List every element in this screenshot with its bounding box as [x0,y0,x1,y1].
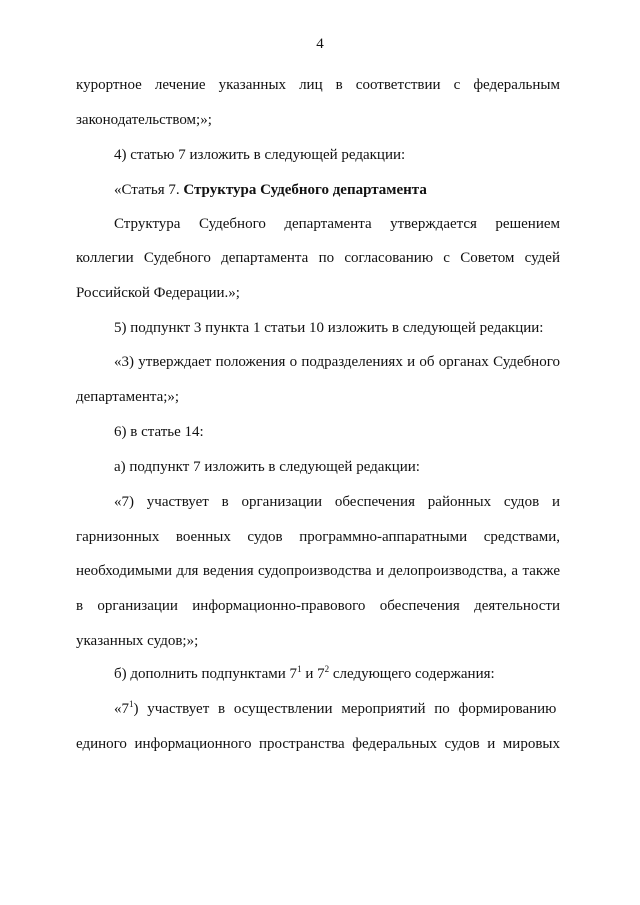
page-number: 4 [316,36,324,52]
superscript: 1 [129,699,134,709]
article-heading [114,180,560,200]
text-line: а) подпункт 7 изложить в следующей редакции: [114,459,420,475]
text-fragment: следующего содержания: [329,666,495,682]
text-line: в организации информационно-правового обеспечения деятельности [76,598,560,614]
text-line: 6) в статье 14: [114,424,204,440]
superscript: 1 [297,664,302,674]
text-fragment: «7 [114,701,129,717]
text-line: «3) утверждает положения о подразделениях и об органах Судебного [114,354,560,370]
text-line: указанных судов;»; [76,633,199,649]
text-line: Российской Федерации.»; [76,285,240,301]
text-line [114,699,560,719]
text-line: 5) подпункт 3 пункта 1 статьи 10 изложить в следующей редакции: [114,320,544,336]
text-line: 4) статью 7 изложить в следующей редакции: [114,147,406,163]
text-fragment: ) участвует в осуществлении мероприятий по формированию [133,701,557,717]
text-line: законодательством;»; [76,112,212,128]
superscript: 2 [324,664,330,674]
text-line: Структура Судебного департамента утверждается решением [114,216,560,232]
article-heading-prefix: «Статья 7. [114,182,184,198]
text-fragment: и 7 [301,666,325,682]
text-line: необходимыми для ведения судопроизводства и делопроизводства, а также [76,563,560,579]
text-line: единого информационного пространства федеральных судов и мировых [76,736,560,752]
text-line: курортное лечение указанных лиц в соответствии с федеральным [76,77,560,93]
text-line: департамента;»; [76,389,180,405]
text-line: гарнизонных военных судов программно-аппаратными средствами, [76,529,560,545]
article-heading-title: Структура Судебного департамента [183,182,427,198]
text-line: «7) участвует в организации обеспечения районных судов и [114,494,560,510]
text-line: коллегии Судебного департамента по согласованию с Советом судей [76,250,560,266]
text-line [114,664,560,684]
text-fragment: б) дополнить подпунктами 7 [114,666,298,682]
